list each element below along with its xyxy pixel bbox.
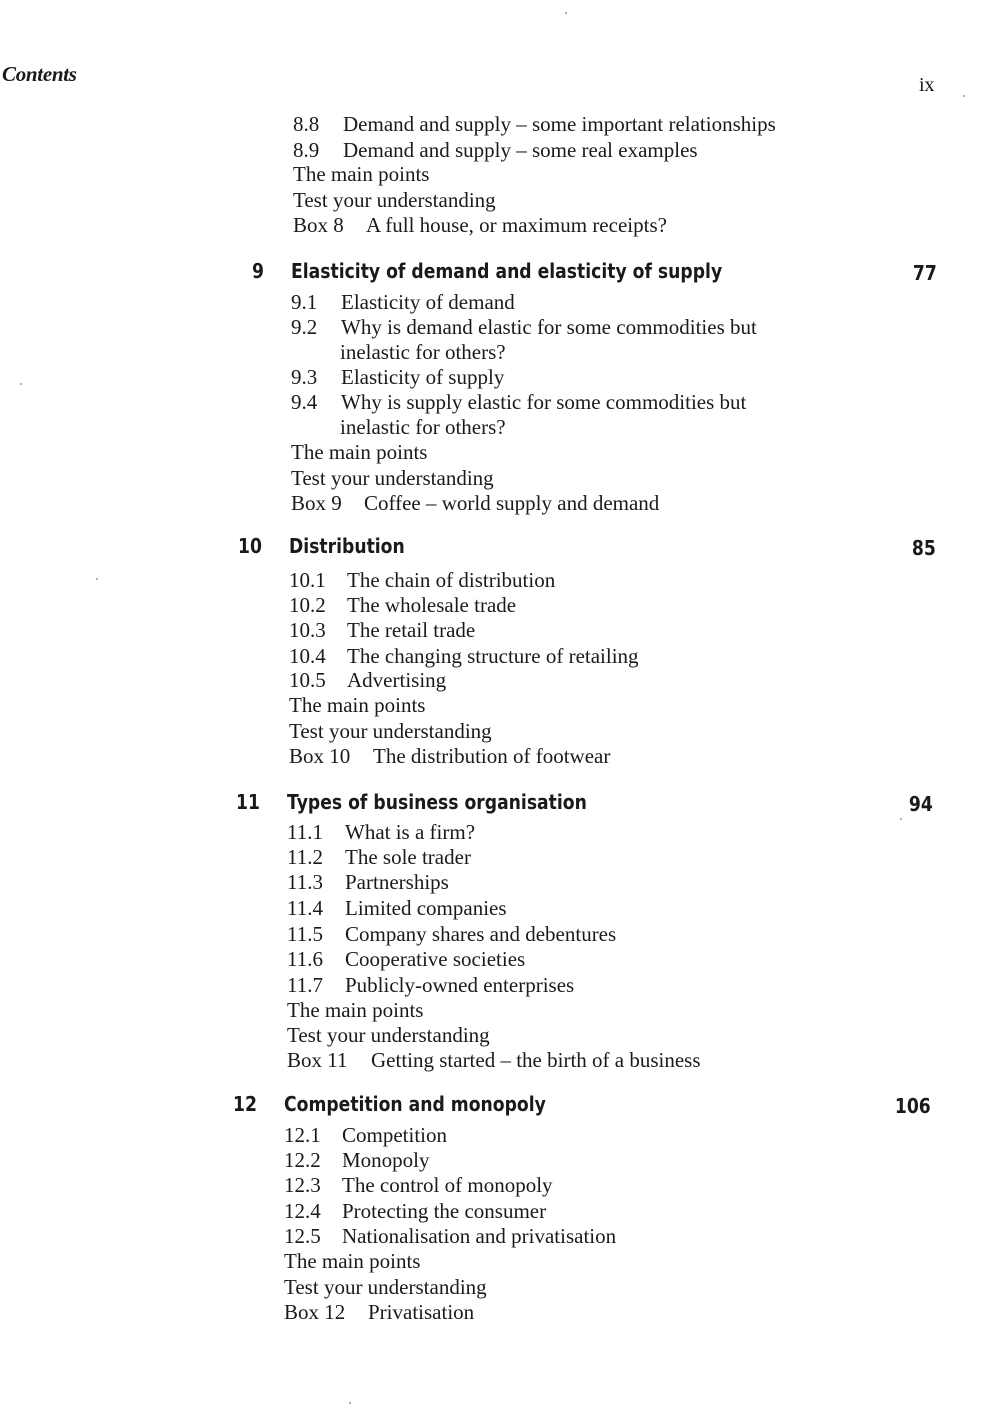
entry-text: Demand and supply – some important relationships [343,112,776,136]
section-entry [287,947,525,972]
chapter-page-number: 106 [895,1094,931,1118]
section-number: 11.5 [287,922,323,946]
section-number: 8.9 [293,138,320,162]
section-entry [284,1148,430,1173]
scan-speck [349,1402,351,1404]
section-number: 10.5 [289,668,326,692]
section-number: 12.3 [284,1173,321,1197]
entry-text: The retail trade [347,618,476,642]
entry-text: Privatisation [368,1300,475,1324]
section-number: 12.5 [284,1224,321,1248]
entry-text: Why is supply elastic for some commodities but [341,390,747,414]
chapter-number: 11 [236,790,260,814]
entry-text: Partnerships [345,870,449,894]
box-label: Box 9 [291,491,342,515]
entry-text: What is a firm? [345,820,476,844]
section-entry [287,820,475,845]
scan-speck [96,578,98,580]
section-entry [284,1173,553,1198]
chapter-number: 12 [233,1092,257,1116]
entry-text: The main points [287,998,424,1022]
entry-text: Publicly-owned enterprises [345,973,575,997]
section-number: 9.2 [291,315,318,339]
entry-text: The main points [289,693,426,717]
section-number: 9.1 [291,290,318,314]
chapter-number: 9 [252,259,264,283]
summary-entry [287,998,423,1023]
section-entry [291,390,746,415]
chapter-title: Elasticity of demand and elasticity of supply [291,259,723,283]
entry-text: Company shares and debentures [345,922,617,946]
section-entry [289,644,639,669]
summary-entry [284,1275,487,1300]
section-entry [289,618,475,643]
section-entry [289,668,446,693]
summary-entry [293,188,496,213]
section-number: 12.1 [284,1123,321,1147]
entry-text: Test your understanding [293,188,496,212]
summary-entry [291,440,427,465]
entry-text: Test your understanding [284,1275,487,1299]
entry-text: Elasticity of demand [341,290,515,314]
entry-text: Competition [342,1123,447,1147]
entry-text: Elasticity of supply [341,365,505,389]
section-entry [293,138,698,163]
section-number: 8.8 [293,112,320,136]
section-entry [291,315,757,340]
section-entry [284,1224,616,1249]
summary-entry [287,1023,490,1048]
chapter-title: Distribution [289,534,405,558]
summary-entry [289,719,492,744]
running-head: Contents [2,62,77,86]
summary-entry [293,162,429,187]
section-entry [284,1123,447,1148]
section-number: 9.4 [291,390,318,414]
section-number: 10.3 [289,618,326,642]
section-number: 11.3 [287,870,323,894]
entry-text: Demand and supply – some real examples [343,138,698,162]
scan-speck [900,818,902,820]
box-entry [284,1300,474,1325]
box-label: Box 8 [293,213,344,237]
scan-speck [20,383,22,385]
scan-speck [963,95,965,97]
entry-continuation: inelastic for others? [340,415,506,439]
section-entry [287,973,574,998]
chapter-title: Competition and monopoly [284,1092,546,1116]
entry-text: The main points [291,440,428,464]
entry-text: The control of monopoly [342,1173,553,1197]
entry-text: The changing structure of retailing [347,644,639,668]
entry-text: Protecting the consumer [342,1199,547,1223]
entry-text: Cooperative societies [345,947,526,971]
section-entry [287,845,471,870]
entry-text: Test your understanding [291,466,494,490]
box-label: Box 12 [284,1300,346,1324]
entry-text: The wholesale trade [347,593,517,617]
entry-text: Limited companies [345,896,507,920]
entry-continuation: inelastic for others? [340,340,506,364]
section-number: 11.1 [287,820,323,844]
box-entry [293,213,667,238]
entry-text: Coffee – world supply and demand [364,491,660,515]
chapter-title: Types of business organisation [287,790,587,814]
section-number: 12.2 [284,1148,321,1172]
entry-text: A full house, or maximum receipts? [366,213,667,237]
entry-text: Test your understanding [289,719,492,743]
box-entry [291,491,659,516]
section-entry [291,290,515,315]
box-label: Box 10 [289,744,351,768]
entry-text: The sole trader [345,845,471,869]
section-number: 10.4 [289,644,326,668]
entry-text: The main points [284,1249,421,1273]
page-number: ix [919,74,935,96]
scan-speck [565,12,567,14]
section-entry [287,896,507,921]
chapter-number: 10 [238,534,262,558]
section-entry [289,568,555,593]
section-number: 11.4 [287,896,323,920]
entry-text: The distribution of footwear [373,744,611,768]
box-entry [289,744,610,769]
section-entry [287,922,616,947]
section-entry [293,112,776,137]
entry-text: Monopoly [342,1148,430,1172]
section-number: 12.4 [284,1199,321,1223]
section-number: 10.1 [289,568,326,592]
chapter-page-number: 94 [909,792,933,816]
entry-text: Nationalisation and privatisation [342,1224,617,1248]
entry-text: The main points [293,162,430,186]
section-number: 11.6 [287,947,323,971]
section-entry [287,870,449,895]
section-entry [291,365,504,390]
entry-text: Advertising [347,668,447,692]
entry-text: Why is demand elastic for some commodities but [341,315,757,339]
section-number: 9.3 [291,365,318,389]
summary-entry [289,693,425,718]
entry-text: Getting started – the birth of a business [371,1048,701,1072]
summary-entry [284,1249,420,1274]
summary-entry [291,466,494,491]
entry-text: Test your understanding [287,1023,490,1047]
box-label: Box 11 [287,1048,348,1072]
section-number: 11.7 [287,973,323,997]
section-number: 11.2 [287,845,323,869]
section-entry [289,593,516,618]
section-entry [284,1199,546,1224]
box-entry [287,1048,701,1073]
section-number: 10.2 [289,593,326,617]
entry-text: The chain of distribution [347,568,556,592]
chapter-page-number: 85 [912,536,936,560]
chapter-page-number: 77 [913,261,937,285]
